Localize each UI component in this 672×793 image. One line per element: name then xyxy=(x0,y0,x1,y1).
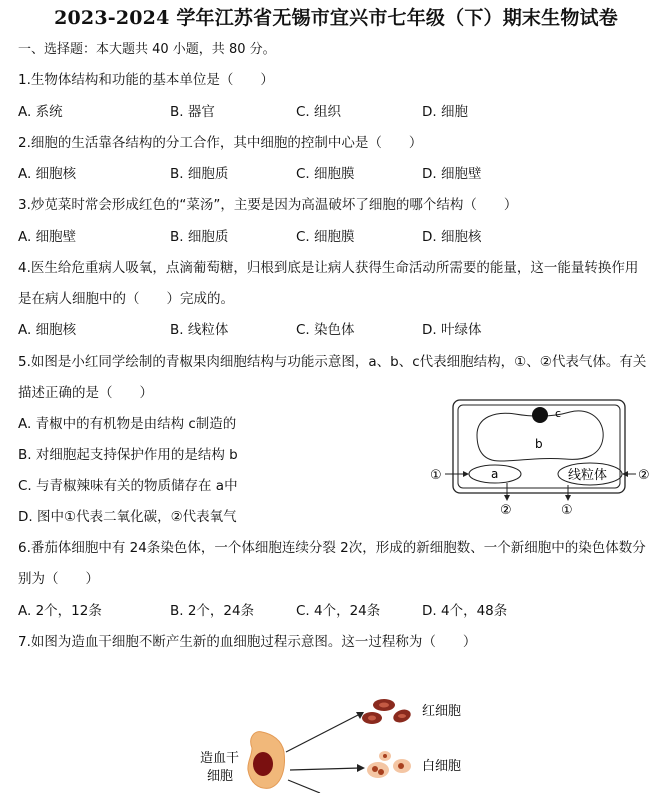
label-b: b xyxy=(535,437,543,451)
q6-option-d: D. 4个，48条 xyxy=(422,603,508,619)
q2-option-c: C. 细胞膜 xyxy=(296,166,355,182)
blood-cell-diagram xyxy=(190,690,490,793)
q6-option-b: B. 2个，24条 xyxy=(170,603,255,619)
q3-option-d: D. 细胞核 xyxy=(422,229,482,245)
q4-option-c: C. 染色体 xyxy=(296,322,355,338)
gas-1-left: ① xyxy=(430,468,442,483)
question-2-stem: 2.细胞的生活靠各结构的分工合作，其中细胞的控制中心是（ ） xyxy=(18,135,423,151)
question-1-stem: 1.生物体结构和功能的基本单位是（ ） xyxy=(18,72,274,88)
question-5-stem: 5.如图是小红同学绘制的青椒果肉细胞结构与功能示意图，a、b、c代表细胞结构，①、②代表气体。有关 xyxy=(18,354,647,370)
q3-option-c: C. 细胞膜 xyxy=(296,229,355,245)
gas-2-bottom: ② xyxy=(500,503,512,518)
question-5-stem-cont: 描述正确的是（ ） xyxy=(18,385,153,401)
stem-cell-nucleus xyxy=(253,752,273,776)
q1-option-c: C. 组织 xyxy=(296,104,342,120)
q4-option-d: D. 叶绿体 xyxy=(422,322,482,338)
q3-option-a: A. 细胞壁 xyxy=(18,229,77,245)
q2-option-d: D. 细胞壁 xyxy=(422,166,482,182)
stem-cell-label-2: 细胞 xyxy=(207,769,234,784)
white-blood-cell xyxy=(367,762,389,778)
q1-option-d: D. 细胞 xyxy=(422,104,468,120)
cell-diagram xyxy=(425,395,665,520)
q5-option-d: D. 图中①代表二氧化碳，②代表氧气 xyxy=(18,509,237,525)
wbc-label: 白细胞 xyxy=(422,759,462,774)
page-title: 2023-2024 学年江苏省无锡市宜兴市七年级（下）期末生物试卷 xyxy=(54,7,618,29)
q5-option-b: B. 对细胞起支持保护作用的是结构 b xyxy=(18,447,238,463)
q1-option-a: A. 系统 xyxy=(18,104,63,120)
question-7-stem: 7.如图为造血干细胞不断产生新的血细胞过程示意图。这一过程称为（ ） xyxy=(18,634,477,650)
question-3-stem: 3.炒苋菜时常会形成红色的“菜汤”，主要是因为高温破坏了细胞的哪个结构（ ） xyxy=(18,197,518,213)
q4-option-b: B. 线粒体 xyxy=(170,322,229,338)
section-heading: 一、选择题：本大题共 40 小题，共 80 分。 xyxy=(18,42,276,57)
stem-cell-label: 造血干 xyxy=(200,751,240,766)
q6-option-c: C. 4个，24条 xyxy=(296,603,381,619)
question-4-stem: 4.医生给危重病人吸氧，点滴葡萄糖，归根到底是让病人获得生命活动所需要的能量，这一能量转换作用 xyxy=(18,260,639,276)
q4-option-a: A. 细胞核 xyxy=(18,322,77,338)
rbc-label: 红细胞 xyxy=(422,704,462,719)
question-4-stem-cont: 是在病人细胞中的（ ）完成的。 xyxy=(18,291,234,307)
q2-option-b: B. 细胞质 xyxy=(170,166,229,182)
gas-1-bottom: ① xyxy=(561,503,573,518)
label-mitochondria: 线粒体 xyxy=(568,468,608,483)
q1-option-b: B. 器官 xyxy=(170,104,215,120)
question-6-stem: 6.番茄体细胞中有 24条染色体，一个体细胞连续分裂 2次，形成的新细胞数、一个新细胞中的染色体数分 xyxy=(18,540,646,556)
q6-option-a: A. 2个，12条 xyxy=(18,603,102,619)
q3-option-b: B. 细胞质 xyxy=(170,229,229,245)
gas-2-right: ② xyxy=(638,468,650,483)
question-6-stem-cont: 别为（ ） xyxy=(18,571,99,587)
label-c: c xyxy=(555,407,562,420)
q2-option-a: A. 细胞核 xyxy=(18,166,77,182)
label-a: a xyxy=(491,467,499,481)
q5-option-a: A. 青椒中的有机物是由结构 c制造的 xyxy=(18,416,237,432)
q5-option-c: C. 与青椒辣味有关的物质储存在 a中 xyxy=(18,478,238,494)
nucleus-c xyxy=(532,407,548,423)
